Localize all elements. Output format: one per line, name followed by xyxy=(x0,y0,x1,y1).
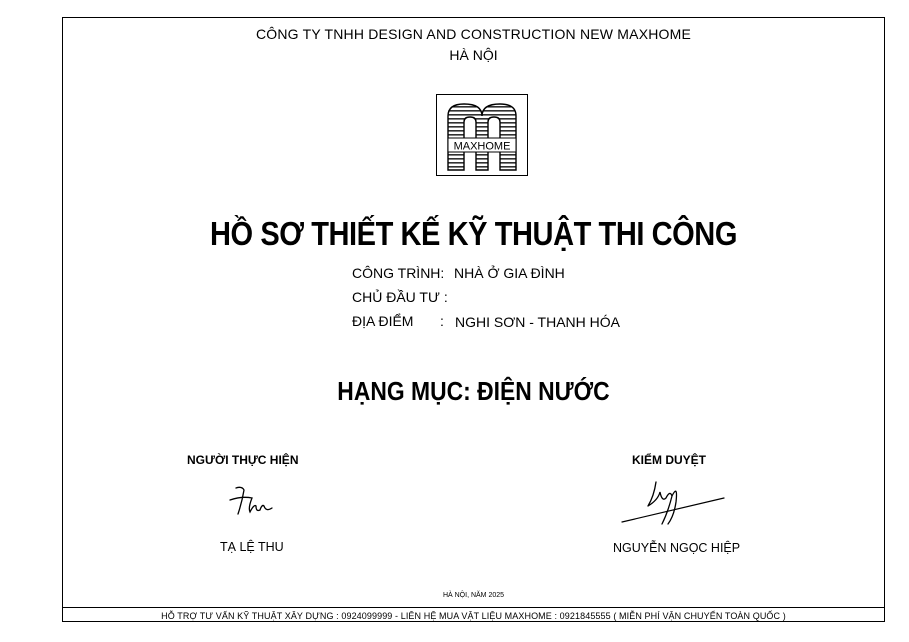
location-value: NGHI SƠN - THANH HÓA xyxy=(455,314,620,330)
document-title: HỒ SƠ THIẾT KẾ KỸ THUẬT THI CÔNG xyxy=(210,215,737,252)
category-title: HẠNG MỤC: ĐIỆN NƯỚC xyxy=(337,376,610,406)
performer-role: NGƯỜI THỰC HIỆN xyxy=(187,453,299,467)
logo-text: MAXHOME xyxy=(453,140,511,153)
location-separator: : xyxy=(440,313,444,329)
performer-name: TẠ LỆ THU xyxy=(220,540,284,554)
company-name: CÔNG TY TNHH DESIGN AND CONSTRUCTION NEW MAXHOME xyxy=(255,26,692,42)
signature-icon xyxy=(228,482,278,522)
project-label: CÔNG TRÌNH: xyxy=(352,265,445,281)
project-value: NHÀ Ở GIA ĐÌNH xyxy=(454,265,565,281)
reviewer-name: NGUYỄN NGỌC HIỆP xyxy=(613,541,741,555)
footer-divider xyxy=(62,607,885,608)
investor-label: CHỦ ĐẦU TƯ : xyxy=(352,289,448,305)
company-city: HÀ NỘI xyxy=(449,47,498,63)
footer-contact: HỖ TRỢ TƯ VẤN KỸ THUẬT XÂY DỰNG : 0924099999 - LIÊN HỆ MUA VẬT LIỆU MAXHOME : 0921845555 ( MIỄN PHÍ VẬN CHUYỂN TOÀN QUỐC ) xyxy=(161,611,786,621)
signature-icon xyxy=(618,472,730,532)
maxhome-logo-icon xyxy=(444,100,520,172)
issue-date: HÀ NỘI, NĂM 2025 xyxy=(442,592,505,599)
reviewer-role: KIỂM DUYỆT xyxy=(632,453,707,467)
location-label: ĐỊA ĐIỂM xyxy=(352,313,414,329)
